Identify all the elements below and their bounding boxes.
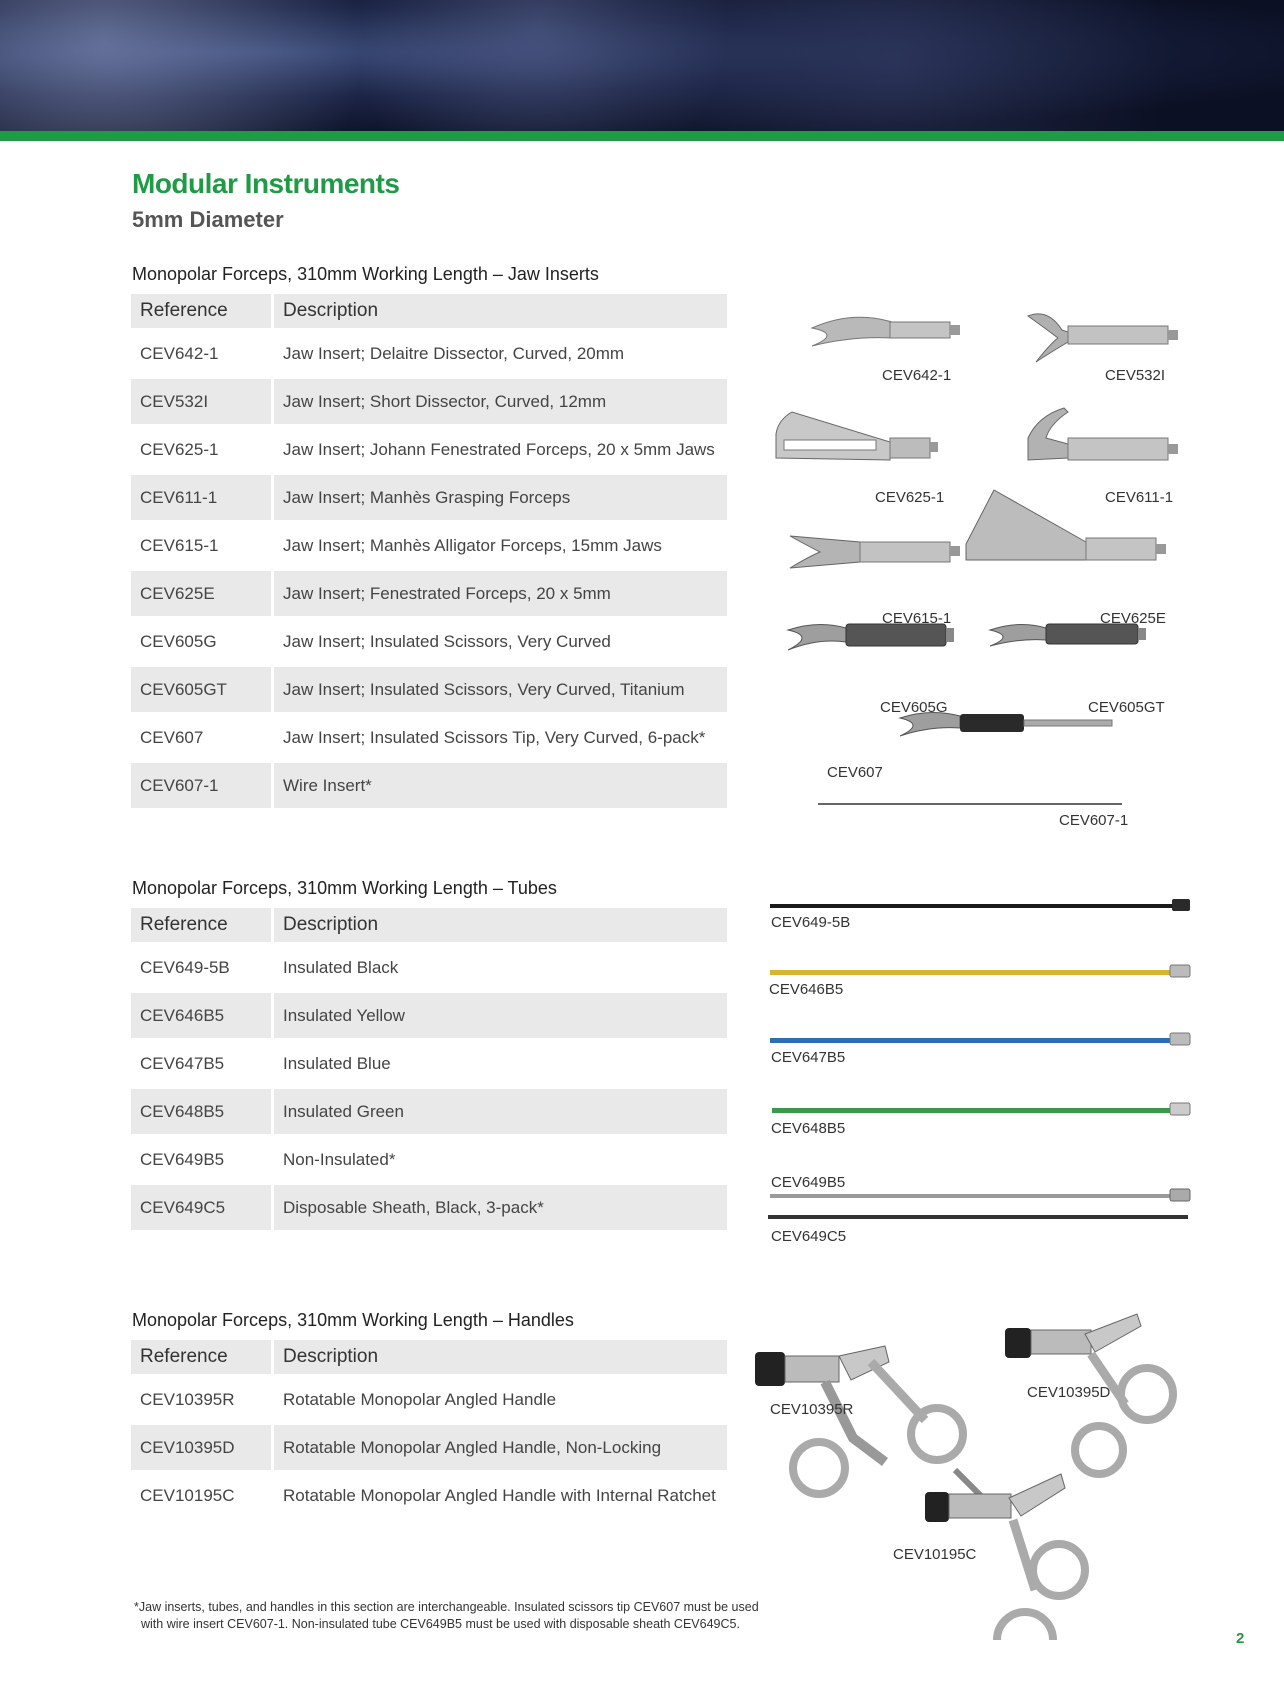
green-divider-bar (0, 131, 1284, 141)
description-cell: Insulated Green (274, 1089, 727, 1134)
reference-cell: CEV607 (131, 715, 274, 760)
reference-cell: CEV10195C (131, 1473, 274, 1518)
reference-cell: CEV10395D (131, 1425, 274, 1470)
instrument-image-cev625-1 (776, 412, 938, 460)
reference-cell: CEV647B5 (131, 1041, 274, 1086)
description-cell: Non-Insulated* (283, 1149, 396, 1169)
handles-heading: Monopolar Forceps, 310mm Working Length – Handles (132, 1310, 574, 1330)
description-cell: Insulated Yellow (274, 993, 727, 1038)
instrument-image-cev605g (788, 624, 954, 650)
image-label: CEV647B5 (771, 1049, 846, 1066)
instrument-image-cev605gt (990, 624, 1146, 646)
table-row (131, 475, 727, 520)
image-label: CEV615-1 (882, 610, 952, 627)
description-cell: Jaw Insert; Insulated Scissors, Very Curved, Titanium (274, 667, 727, 712)
reference-cell: CEV605GT (131, 667, 274, 712)
table-row (131, 619, 727, 664)
reference-cell: CEV648B5 (131, 1089, 274, 1134)
description-cell: Disposable Sheath, Black, 3-pack* (274, 1185, 727, 1230)
description-cell: Rotatable Monopolar Angled Handle with Internal Ratchet (283, 1485, 716, 1505)
table-row (131, 667, 727, 712)
image-label: CEV625-1 (875, 489, 945, 506)
tube-image-cev649-5b (770, 899, 1190, 911)
description-cell: Jaw Insert; Delaitre Dissector, Curved, 20mm (283, 343, 625, 363)
image-label: CEV642-1 (882, 367, 952, 384)
jaw-inserts-table (131, 291, 727, 811)
page-number: 2 (1236, 1630, 1245, 1647)
table-row (131, 945, 727, 990)
reference-cell: CEV649-5B (131, 945, 274, 990)
table-row (131, 993, 727, 1038)
col-header-description: Description (274, 1340, 727, 1374)
description-cell: Jaw Insert; Fenestrated Forceps, 20 x 5mm (274, 571, 727, 616)
col-header-reference: Reference (131, 908, 274, 942)
image-label: CEV10395R (770, 1401, 854, 1418)
handle-image-cev10395r (755, 1346, 995, 1510)
footnote (134, 1599, 794, 1633)
reference-cell: CEV615-1 (131, 523, 274, 568)
col-header-reference: Reference (131, 294, 274, 328)
image-label: CEV649B5 (771, 1174, 846, 1191)
tube-image-cev648b5 (772, 1103, 1190, 1115)
description-cell: Jaw Insert; Insulated Scissors Tip, Very Curved, 6-pack* (283, 727, 706, 747)
description-cell: Jaw Insert; Manhès Alligator Forceps, 15mm Jaws (283, 535, 662, 555)
page-subtitle: 5mm Diameter (132, 207, 284, 232)
tube-image-cev647b5 (770, 1033, 1190, 1045)
reference-cell: CEV605G (131, 619, 274, 664)
tube-image-cev646b5 (770, 965, 1190, 977)
image-label: CEV532I (1105, 367, 1166, 384)
reference-cell: CEV607-1 (131, 763, 274, 808)
reference-cell: CEV649B5 (131, 1137, 274, 1182)
table-row (131, 1473, 727, 1518)
table-row (131, 1137, 727, 1182)
handles-illustrations (755, 1310, 1225, 1640)
image-label: CEV605G (880, 699, 948, 716)
image-label: CEV649-5B (771, 914, 851, 931)
description-cell: Jaw Insert; Insulated Scissors, Very Curved (283, 631, 611, 651)
instrument-image-cev642-1 (812, 317, 960, 346)
table-row (131, 1425, 727, 1470)
col-header-reference: Reference (131, 1340, 274, 1374)
description-cell: Rotatable Monopolar Angled Handle, Non-Locking (274, 1425, 727, 1470)
image-label: CEV10195C (893, 1546, 977, 1563)
description-cell: Insulated Black (283, 957, 399, 977)
image-label: CEV646B5 (769, 981, 844, 998)
table-row (131, 1185, 727, 1230)
image-label: CEV10395D (1027, 1384, 1111, 1401)
description-cell: Jaw Insert; Short Dissector, Curved, 12mm (274, 379, 727, 424)
image-label: CEV605GT (1088, 699, 1165, 716)
reference-cell: CEV649C5 (131, 1185, 274, 1230)
table-row (131, 1377, 727, 1422)
jaw-inserts-illustrations (770, 308, 1260, 828)
reference-cell: CEV10395R (131, 1377, 274, 1422)
table-row (131, 427, 727, 472)
image-label: CEV648B5 (771, 1120, 846, 1137)
instrument-image-cev611-1 (1028, 408, 1178, 460)
tubes-heading: Monopolar Forceps, 310mm Working Length – Tubes (132, 878, 557, 898)
image-label: CEV611-1 (1105, 489, 1174, 506)
reference-cell: CEV642-1 (131, 331, 274, 376)
instrument-image-cev615-1 (790, 536, 960, 568)
description-cell: Jaw Insert; Johann Fenestrated Forceps, 20 x 5mm Jaws (283, 439, 715, 459)
image-label: CEV607 (827, 764, 883, 781)
tubes-table (131, 905, 727, 1233)
table-row (131, 1089, 727, 1134)
header-banner-image (0, 0, 1284, 131)
image-label: CEV649C5 (771, 1228, 847, 1245)
table-row (131, 523, 727, 568)
description-cell: Insulated Blue (283, 1053, 391, 1073)
table-row (131, 571, 727, 616)
reference-cell: CEV532I (131, 379, 274, 424)
image-label: CEV607-1 (1059, 812, 1129, 829)
reference-cell: CEV646B5 (131, 993, 274, 1038)
handles-table (131, 1337, 727, 1521)
table-row (131, 763, 727, 808)
description-cell: Wire Insert* (274, 763, 727, 808)
table-row (131, 331, 727, 376)
col-header-description: Description (274, 908, 727, 942)
description-cell: Rotatable Monopolar Angled Handle (283, 1389, 557, 1409)
reference-cell: CEV625-1 (131, 427, 274, 472)
page-title: Modular Instruments (132, 168, 400, 199)
instrument-image-cev532i (1028, 314, 1178, 362)
table-row (131, 715, 727, 760)
description-cell: Jaw Insert; Manhès Grasping Forceps (274, 475, 727, 520)
image-label: CEV625E (1100, 610, 1166, 627)
table-row (131, 379, 727, 424)
table-row (131, 1041, 727, 1086)
reference-cell: CEV611-1 (131, 475, 274, 520)
jaw-inserts-heading: Monopolar Forceps, 310mm Working Length – Jaw Inserts (132, 264, 599, 284)
reference-cell: CEV625E (131, 571, 274, 616)
tube-image-cev649c5 (768, 1215, 1188, 1219)
footnote-line-1: *Jaw inserts, tubes, and handles in this section are interchangeable. Insulated scissors tip CEV607 must be used (134, 1600, 759, 1614)
col-header-description: Description (274, 294, 727, 328)
footnote-line-2: with wire insert CEV607-1. Non-insulated tube CEV649B5 must be used with disposable sheath CEV649C5. (141, 1617, 740, 1631)
